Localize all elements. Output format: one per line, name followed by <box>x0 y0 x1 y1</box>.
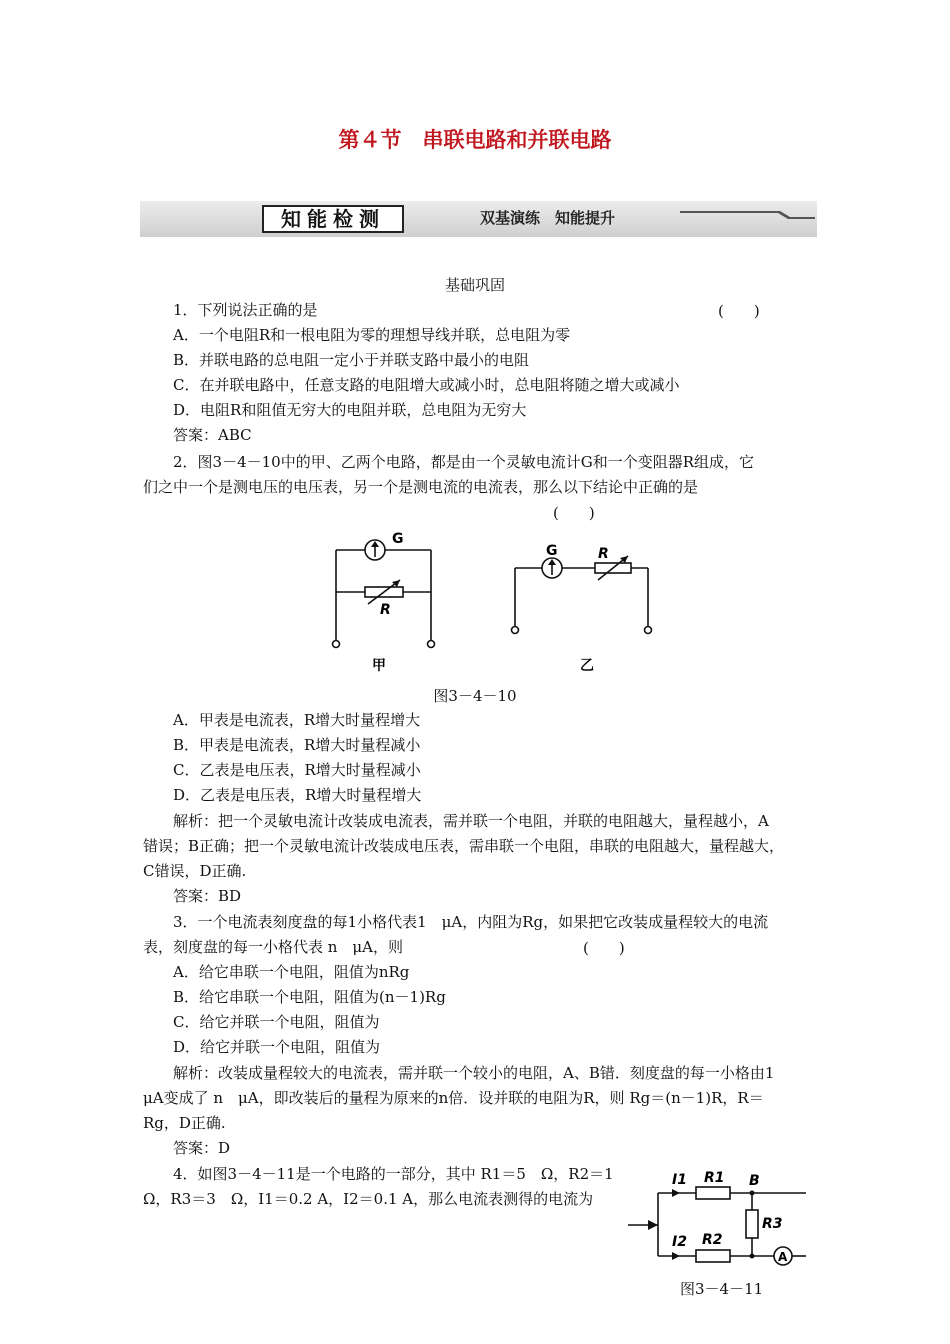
q2-stem-2: 们之中一个是测电压的电压表，另一个是测电流的电流表，那么以下结论中正确的是 <box>143 478 699 496</box>
q1-paren: ( ) <box>718 302 760 320</box>
q4-stem-1: 4．如图3－4－11是一个电路的一部分，其中 R1＝5 Ω，R2＝1 <box>173 1165 614 1183</box>
q1-stem: 1．下列说法正确的是 <box>173 301 318 319</box>
q2-option-b: B．甲表是电流表，R增大时量程减小 <box>173 736 421 754</box>
q2-stem-1: 2．图3－4－10中的甲、乙两个电路，都是由一个灵敏电流计G和一个变阻器R组成，它 <box>173 453 754 471</box>
fig1-label-g2: G <box>546 543 558 559</box>
fig2-ammeter-label: A <box>778 1250 788 1264</box>
q1-option-d: D．电阻R和阻值无穷大的电阻并联，总电阻为无穷大 <box>173 401 527 419</box>
figure-3-4-11 <box>622 1160 818 1272</box>
fig2-label-r3: R3 <box>762 1216 783 1232</box>
fig2-label-i2: I2 <box>672 1234 687 1250</box>
fig2-label-b: B <box>749 1173 760 1189</box>
q4-stem-2: Ω，R3＝3 Ω，I1＝0.2 A，I2＝0.1 A，那么电流表测得的电流为 <box>143 1190 594 1208</box>
q3-option-c: C．给它并联一个电阻，阻值为 <box>173 1013 380 1031</box>
q3-explanation-3: Rg，D正确. <box>143 1114 226 1132</box>
q3-stem-2: 表，刻度盘的每一小格代表 n μA，则 <box>143 938 404 956</box>
q3-option-b: B．给它串联一个电阻，阻值为(n－1)Rg <box>173 988 446 1006</box>
fig-3-4-11-caption: 图3－4－11 <box>680 1280 764 1298</box>
section-banner <box>140 201 817 237</box>
q1-option-a: A．一个电阻R和一根电阻为零的理想导线并联，总电阻为零 <box>173 326 571 344</box>
q3-option-d: D．给它并联一个电阻，阻值为 <box>173 1038 381 1056</box>
figure-3-4-10 <box>320 528 660 678</box>
q2-option-d: D．乙表是电压表，R增大时量程增大 <box>173 786 422 804</box>
q3-option-a: A．给它串联一个电阻，阻值为nRg <box>173 963 410 981</box>
fig1-label-r2: R <box>598 546 609 562</box>
q3-explanation-1: 解析：改装成量程较大的电流表，需并联一个较小的电阻，A、B错．刻度盘的每一小格由1 <box>173 1064 775 1082</box>
q3-stem-1: 3．一个电流表刻度盘的每1小格代表1 μA，内阻为Rg，如果把它改装成量程较大的电流 <box>173 913 769 931</box>
banner-arrow-decoration <box>680 209 815 219</box>
q1-answer: 答案：ABC <box>173 426 252 444</box>
fig1-label-jia: 甲 <box>372 658 386 674</box>
q1-option-c: C．在并联电路中，任意支路的电阻增大或减小时，总电阻将随之增大或减小 <box>173 376 680 394</box>
q2-option-c: C．乙表是电压表，R增大时量程减小 <box>173 761 421 779</box>
q1-option-b: B．并联电路的总电阻一定小于并联支路中最小的电阻 <box>173 351 530 369</box>
fig1-label-yi: 乙 <box>580 658 594 674</box>
section-heading: 基础巩固 <box>444 276 505 294</box>
fig1-label-r: R <box>380 602 391 618</box>
page-title: 第４节 串联电路和并联电路 <box>338 128 612 152</box>
q2-paren: ( ) <box>553 504 595 522</box>
fig-3-4-10-caption: 图3－4－10 <box>433 687 517 705</box>
q2-answer: 答案：BD <box>173 887 242 905</box>
q2-option-a: A．甲表是电流表，R增大时量程增大 <box>173 711 421 729</box>
banner-background <box>140 201 817 237</box>
fig2-label-r2: R2 <box>702 1232 723 1248</box>
q2-explanation-3: C错误，D正确. <box>143 862 247 880</box>
q3-paren: ( ) <box>583 939 625 957</box>
q2-explanation-1: 解析：把一个灵敏电流计改装成电流表，需并联一个电阻，并联的电阻越大，量程越小，A <box>173 812 769 830</box>
banner-subtitle: 双基演练 知能提升 <box>480 209 616 227</box>
fig1-label-g: G <box>392 531 404 547</box>
fig2-label-i1: I1 <box>672 1172 687 1188</box>
q3-answer: 答案：D <box>173 1139 231 1157</box>
q3-explanation-2: μA变成了 n μA，即改装后的量程为原来的n倍．设并联的电阻为R，则 Rg＝(n－1)R，R＝ <box>143 1089 764 1107</box>
q2-explanation-2: 错误；B正确；把一个灵敏电流计改装成电压表，需串联一个电阻，串联的电阻越大，量程越大， <box>143 837 785 855</box>
banner-box-label: 知能检测 <box>262 205 404 233</box>
fig2-label-r1: R1 <box>704 1170 725 1186</box>
